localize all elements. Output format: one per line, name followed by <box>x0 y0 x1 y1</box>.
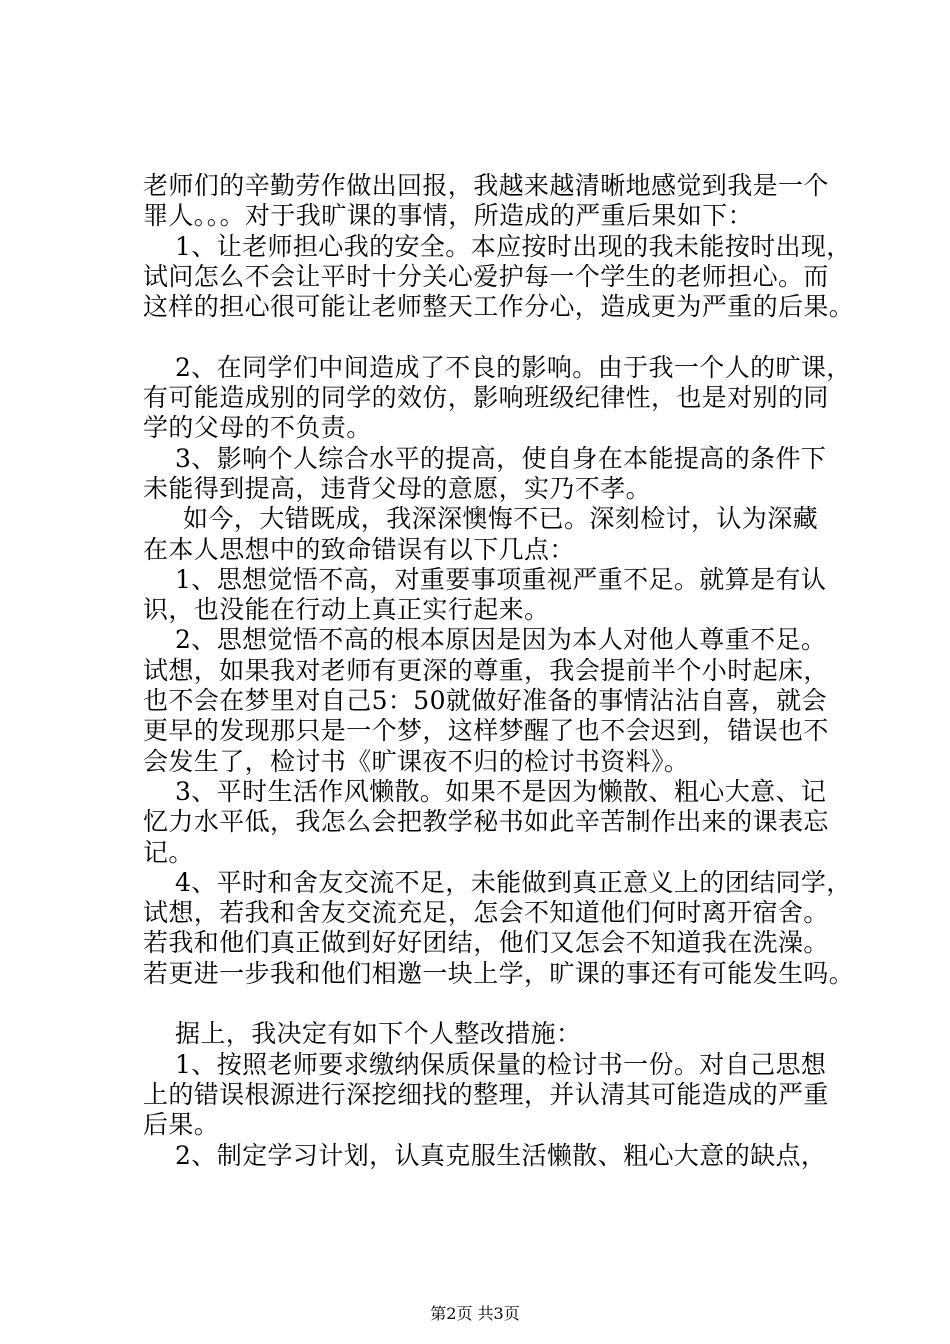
text-line: 3、平时生活作风懒散。如果不是因为懒散、粗心大意、记 <box>175 776 827 806</box>
blank-line <box>143 989 863 1019</box>
text-line: 未能得到提高，违背父母的意愿，实乃不孝。 <box>143 473 652 503</box>
text-line: 2、在同学们中间造成了不良的影响。由于我一个人的旷课， <box>175 352 852 382</box>
text-line: 罪人。。。对于我旷课的事情，所造成的严重后果如下： <box>143 201 754 231</box>
text-line: 如今，大错既成，我深深懊悔不已。深刻检讨，认为深藏 <box>183 504 819 534</box>
text-line: 会发生了，检讨书《旷课夜不归的检讨书资料》。 <box>143 746 690 776</box>
text-line: 1、让老师担心我的安全。本应按时出现的我未能按时出现， <box>175 231 852 261</box>
text-line: 更早的发现那只是一个梦，这样梦醒了也不会迟到，错误也不 <box>143 716 829 746</box>
text-line: 识，也没能在行动上真正实行起来。 <box>143 595 550 625</box>
text-line: 也不会在梦里对自己5：50就做好准备的事情沾沾自喜，就会 <box>143 686 827 716</box>
page-footer: 第2页 共3页 <box>430 1304 520 1323</box>
text-line: 2、思想觉悟不高的根本原因是因为本人对他人尊重不足。 <box>175 625 827 655</box>
text-line: 4、平时和舍友交流不足，未能做到真正意义上的团结同学， <box>175 867 852 897</box>
text-line: 2、制定学习计划，认真克服生活懒散、粗心大意的缺点， <box>175 1140 827 1170</box>
text-line: 老师们的辛勤劳作做出回报，我越来越清晰地感觉到我是一个 <box>143 171 829 200</box>
document-body <box>143 171 863 1171</box>
text-line: 在本人思想中的致命错误有以下几点： <box>143 534 575 564</box>
text-line: 试问怎么不会让平时十分关心爱护每一个学生的老师担心。而 <box>143 261 829 291</box>
text-line: 有可能造成别的同学的效仿，影响班级纪律性，也是对别的同 <box>143 383 829 413</box>
text-line: 后果。 <box>143 1110 220 1140</box>
text-line: 试想，若我和舍友交流充足，怎会不知道他们何时离开宿舍。 <box>143 898 829 928</box>
text-line: 学的父母的不负责。 <box>143 413 372 443</box>
text-line: 忆力水平低，我怎么会把教学秘书如此辛苦制作出来的课表忘 <box>143 807 829 837</box>
text-line: 据上，我决定有如下个人整改措施： <box>175 1019 582 1049</box>
text-line: 若更进一步我和他们相邀一块上学，旷课的事还有可能发生吗。 <box>143 958 855 988</box>
text-line: 1、按照老师要求缴纳保质保量的检讨书一份。对自己思想 <box>175 1049 827 1079</box>
text-line: 1、思想觉悟不高，对重要事项重视严重不足。就算是有认 <box>175 564 827 594</box>
text-line: 这样的担心很可能让老师整天工作分心，造成更为严重的后果。 <box>143 292 855 322</box>
text-line: 试想，如果我对老师有更深的尊重，我会提前半个小时起床， <box>143 655 829 685</box>
text-line: 3、影响个人综合水平的提高，使自身在本能提高的条件下 <box>175 443 827 473</box>
text-line: 若我和他们真正做到好好团结，他们又怎会不知道我在洗澡。 <box>143 928 829 958</box>
text-line: 上的错误根源进行深挖细找的整理，并认清其可能造成的严重 <box>143 1079 829 1109</box>
blank-line <box>143 322 863 352</box>
text-line: 记。 <box>143 837 194 867</box>
